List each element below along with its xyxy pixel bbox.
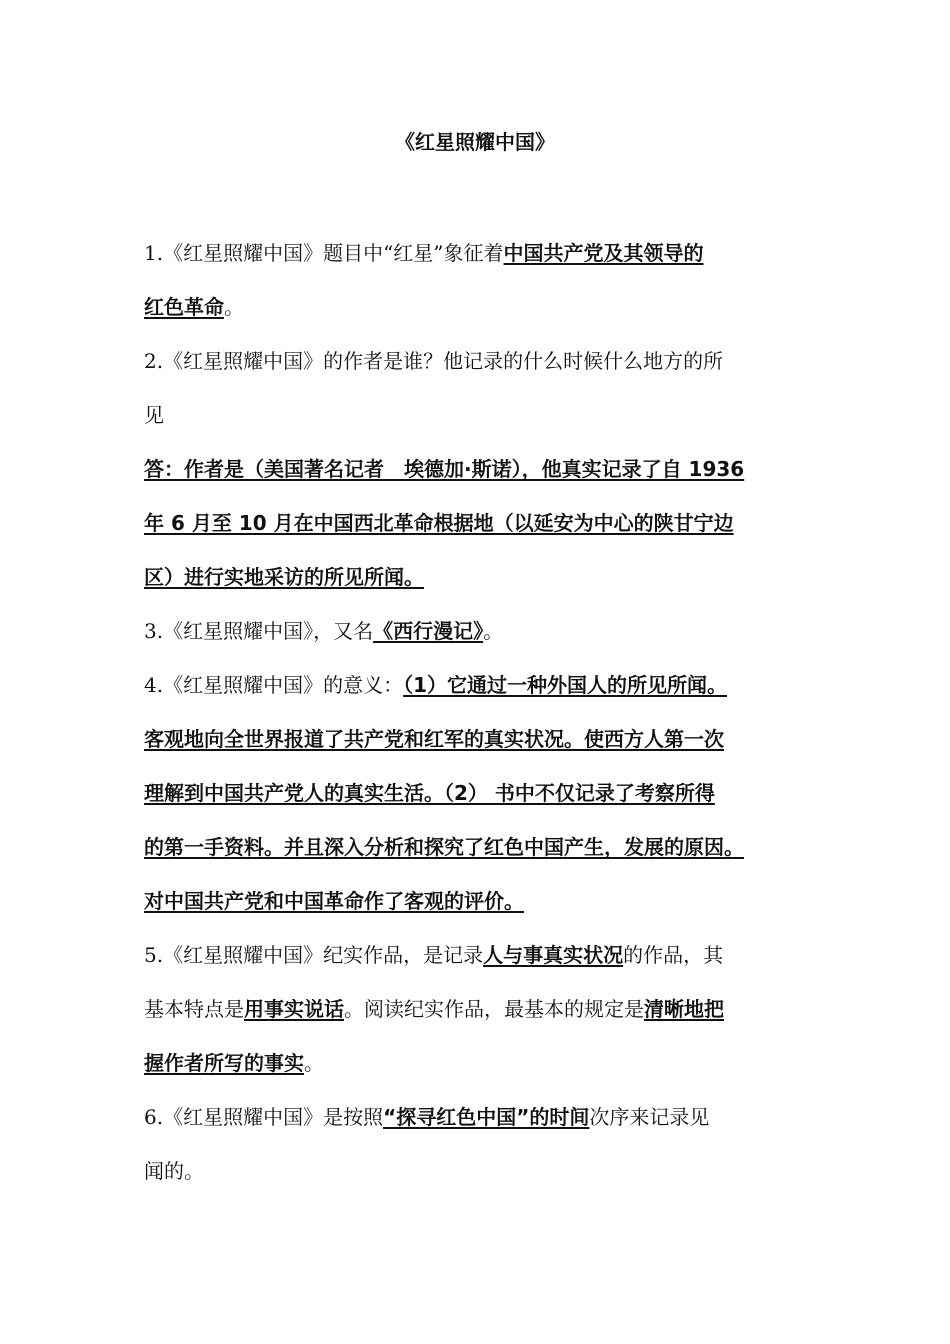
question-text: 1.《红星照耀中国》题目中“红星”象征着: [144, 241, 504, 265]
question-text: 5.《红星照耀中国》纪实作品，是记录: [144, 943, 484, 967]
answer-text: 理解到中国共产党人的真实生活。（2） 书中不仅记录了考察所得: [144, 781, 715, 805]
answer-text: 中国共产党及其领导的: [503, 241, 704, 265]
q5-line-2: [144, 982, 814, 1036]
punctuation: 。: [224, 295, 244, 319]
q1-line-2: [144, 280, 814, 334]
answer-text: 客观地向全世界报道了共产党和红军的真实状况。使西方人第一次: [144, 727, 724, 751]
document-title: 《红星照耀中国》: [395, 130, 555, 154]
answer-text: 对中国共产党和中国革命作了客观的评价。: [144, 889, 524, 913]
question-text: 3.《红星照耀中国》，又名: [144, 619, 374, 643]
q3-line-1: [144, 604, 814, 658]
answer-text: 清晰地把: [644, 997, 724, 1021]
answer-text: 红色革命: [144, 295, 224, 319]
answer-text: 的第一手资料。并且深入分析和探究了红色中国产生，发展的原因。: [144, 835, 744, 859]
question-text: 闻的。: [144, 1159, 204, 1183]
q4-line-4: [144, 820, 814, 874]
document-body: [144, 226, 814, 1198]
question-text: 6.《红星照耀中国》是按照: [144, 1105, 384, 1129]
question-text: 基本特点是: [144, 997, 244, 1021]
q4-line-2: [144, 712, 814, 766]
q2-answer-line-1: [144, 442, 814, 496]
question-text: 4.《红星照耀中国》的意义：: [144, 673, 404, 697]
answer-text: 人与事真实状况: [483, 943, 624, 967]
answer-text: “探寻红色中国”的时间: [383, 1105, 590, 1129]
q6-line-2: [144, 1144, 814, 1198]
q4-line-5: [144, 874, 814, 928]
answer-text: （1）它通过一种外国人的所见所闻。: [403, 673, 728, 697]
answer-text: 用事实说话: [244, 997, 344, 1021]
q1-line-1: [144, 226, 814, 280]
q2-line-1: [144, 334, 814, 388]
q4-line-1: [144, 658, 814, 712]
q6-line-1: [144, 1090, 814, 1144]
q2-answer-line-2: [144, 496, 814, 550]
answer-text: 区）进行实地采访的所见所闻。: [144, 565, 424, 589]
punctuation: 。: [304, 1051, 324, 1075]
question-text: 见: [144, 403, 164, 427]
answer-text: 年 6 月至 10 月在中国西北革命根据地（以延安为中心的陕甘宁边: [144, 511, 734, 535]
answer-text: 《西行漫记》: [373, 619, 484, 643]
question-text: 。阅读纪实作品，最基本的规定是: [344, 997, 644, 1021]
q2-line-2: [144, 388, 814, 442]
answer-text: 握作者所写的事实: [144, 1051, 304, 1075]
question-text: 2.《红星照耀中国》的作者是谁？他记录的什么时候什么地方的所: [144, 349, 724, 373]
question-text: 的作品，其: [623, 943, 724, 967]
punctuation: 。: [483, 619, 504, 643]
q5-line-1: [144, 928, 814, 982]
q2-answer-line-3: [144, 550, 814, 604]
answer-text: 答：作者是（美国著名记者 埃德加·斯诺），他真实记录了自 1936: [144, 457, 745, 481]
q5-line-3: [144, 1036, 814, 1090]
question-text: 次序来记录见: [589, 1105, 710, 1129]
q4-line-3: [144, 766, 814, 820]
